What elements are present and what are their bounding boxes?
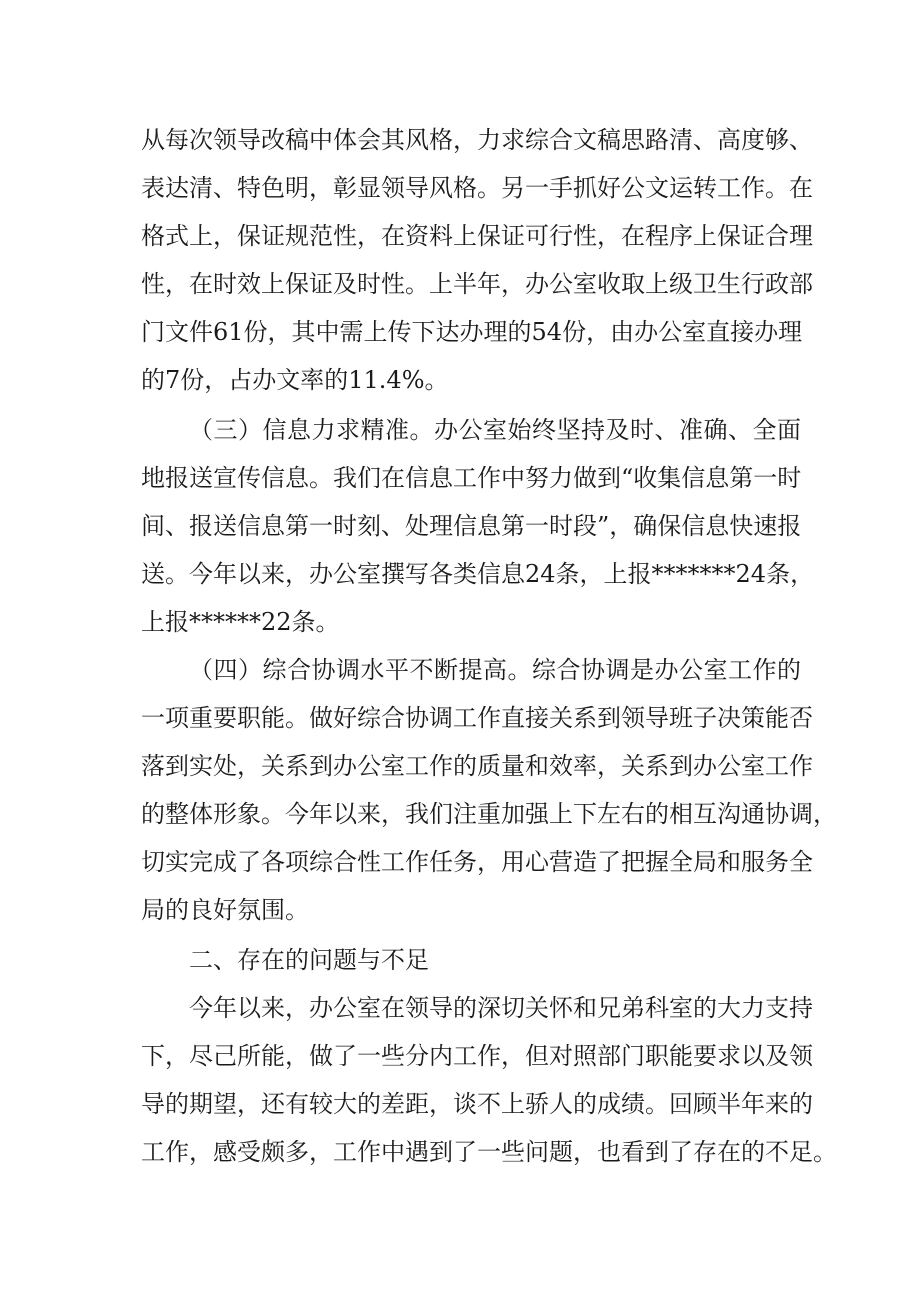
section-heading-4: （四）综合协调水平不断提高。综合协调是办公室工作的 [189, 656, 801, 684]
text-line: 间、报送信息第一时刻、处理信息第一时段”，确保信息快速报 [141, 512, 802, 540]
text-line: 工作，感受颇多，工作中遇到了一些问题，也看到了存在的不足。 [141, 1138, 837, 1166]
text-line: 一项重要职能。做好综合协调工作直接关系到领导班子决策能否 [141, 704, 813, 732]
text-line: 今年以来，办公室在领导的深切关怀和兄弟科室的大力支持 [189, 994, 813, 1022]
chapter-heading: 二、存在的问题与不足 [189, 946, 429, 974]
text-line: 局的良好氛围。 [141, 896, 309, 924]
text-line: 表达清、特色明，彰显领导风格。另一手抓好公文运转工作。在 [141, 174, 813, 202]
text-line: 的7份，占办文率的11.4%。 [141, 366, 449, 394]
text-line: 从每次领导改稿中体会其风格，力求综合文稿思路清、高度够、 [141, 126, 813, 154]
text-line: 上报******22条。 [141, 608, 340, 636]
text-line: 送。今年以来，办公室撰写各类信息24条，上报*******24条， [141, 560, 815, 588]
text-line: 地报送宣传信息。我们在信息工作中努力做到“收集信息第一时 [141, 464, 802, 492]
text-line: 导的期望，还有较大的差距，谈不上骄人的成绩。回顾半年来的 [141, 1090, 813, 1118]
text-line: 格式上，保证规范性，在资料上保证可行性，在程序上保证合理 [141, 222, 813, 250]
text-line: 的整体形象。今年以来，我们注重加强上下左右的相互沟通协调， [141, 800, 837, 828]
text-line: 落到实处，关系到办公室工作的质量和效率，关系到办公室工作 [141, 752, 813, 780]
text-line: 性，在时效上保证及时性。上半年，办公室收取上级卫生行政部 [141, 270, 813, 298]
text-line: 下，尽己所能，做了一些分内工作，但对照部门职能要求以及领 [141, 1042, 813, 1070]
text-line: 切实完成了各项综合性工作任务，用心营造了把握全局和服务全 [141, 848, 813, 876]
section-heading-3: （三）信息力求精准。办公室始终坚持及时、准确、全面 [189, 416, 801, 444]
text-line: 门文件61份，其中需上传下达办理的54份，由办公室直接办理 [141, 318, 803, 346]
